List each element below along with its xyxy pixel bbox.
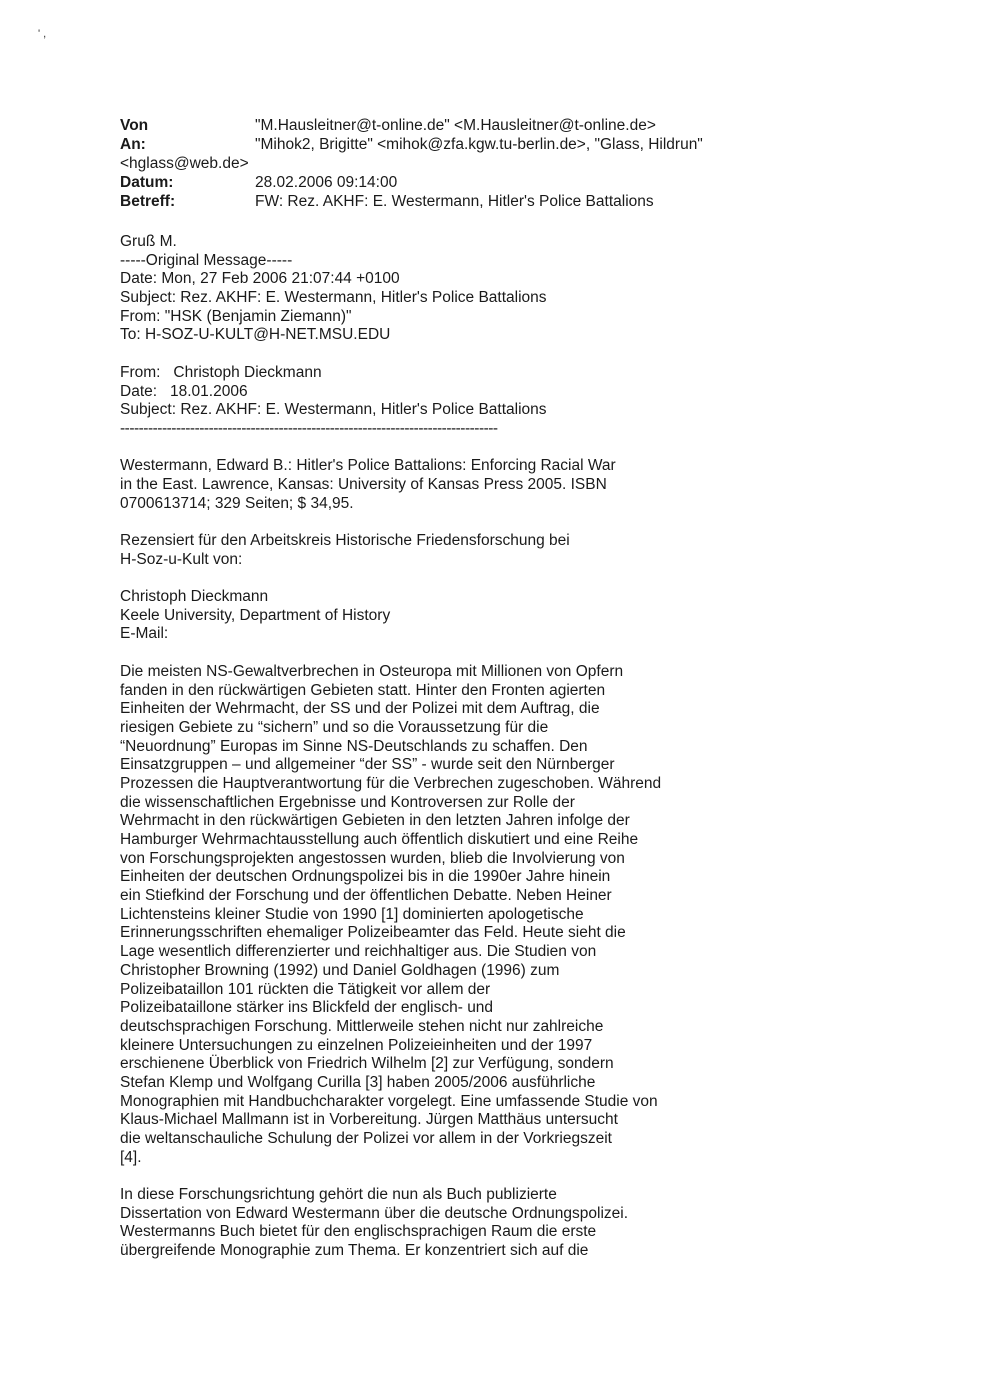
reviewer-email-label: E-Mail: — [120, 625, 169, 643]
paragraph-line: riesigen Gebiete zu “sichern” und so die Voraussetzung für die — [120, 718, 549, 736]
paragraph-line: Einsatzgruppen – und allgemeiner “der SS” - wurde seit den Nürnberger — [120, 756, 615, 774]
book-citation — [120, 457, 730, 513]
original-message-block — [120, 252, 730, 345]
paragraph-line: Lichtensteins kleiner Studie von 1990 [1] dominierten apologetische — [120, 905, 584, 923]
paragraph-line: kleinere Untersuchungen zu einzelnen Polizeieinheiten und der 1997 — [120, 1036, 593, 1054]
reviewed-for — [120, 532, 730, 569]
reviewer-affiliation: Keele University, Department of History — [120, 606, 391, 624]
subject-row — [120, 192, 820, 211]
paragraph-line: Einheiten der deutschen Ordnungspolizei bis in die 1990er Jahre hinein — [120, 868, 611, 886]
review-date-value: 18.01.2006 — [169, 382, 248, 400]
reviewer-block — [120, 588, 730, 644]
review-subject-row — [120, 401, 730, 420]
original-message-line: -----Original Message----- — [120, 251, 293, 269]
from-label: Von — [120, 117, 149, 134]
paragraph-2 — [120, 1186, 730, 1261]
review-subject-value: Rez. AKHF: E. Westermann, Hitler's Police Battalions — [180, 401, 547, 419]
review-date-label: Date: — [120, 382, 158, 400]
citation-line: 0700613714; 329 Seiten; $ 34,95. — [120, 494, 354, 512]
reviewed-for-line: Rezensiert für den Arbeitskreis Historische Friedensforschung bei — [120, 532, 570, 549]
paragraph-line: Polizeibataillon 101 rückten die Tätigkeit vor allem der — [120, 980, 491, 998]
paragraph-line: Westermanns Buch bietet für den englischsprachigen Raum die erste — [120, 1223, 597, 1241]
paragraph-line: Christopher Browning (1992) und Daniel Goldhagen (1996) zum — [120, 961, 560, 979]
to-value: "Mihok2, Brigitte" <mihok@zfa.kgw.tu-berlin.de>, "Glass, Hildrun" — [255, 136, 703, 153]
date-label: Datum: — [120, 174, 174, 191]
email-header — [120, 116, 820, 211]
reviewer-name: Christoph Dieckmann — [120, 588, 269, 606]
paragraph-line: “Neuordnung” Europas im Sinne NS-Deutschlands zu schaffen. Den — [120, 737, 588, 755]
paragraph-line: die weltanschauliche Schulung der Polizei vor allem in der Vorkriegszeit — [120, 1130, 612, 1147]
paragraph-line: Monographien mit Handbuchcharakter vorgelegt. Eine umfassende Studie von — [120, 1092, 658, 1110]
paragraph-line: ein Stiefkind der Forschung und der öffentlichen Debatte. Neben Heiner — [120, 887, 612, 905]
review-from-value: Christoph Dieckmann — [173, 363, 322, 381]
paragraph-line: Dissertation von Edward Westermann über die deutsche Ordnungspolizei. — [120, 1204, 629, 1222]
paragraph-line: In diese Forschungsrichtung gehört die nun als Buch publizierte — [120, 1186, 557, 1204]
original-message-line: From: "HSK (Benjamin Ziemann)" — [120, 307, 352, 325]
paragraph-line: Polizeibataillone stärker ins Blickfeld der englisch- und — [120, 999, 494, 1017]
subject-value: FW: Rez. AKHF: E. Westermann, Hitler's Police Battalions — [255, 193, 654, 210]
paragraph-1 — [120, 663, 730, 1168]
paragraph-line: deutschsprachigen Forschung. Mittlerweile stehen nicht nur zahlreiche — [120, 1017, 604, 1035]
to-continuation: <hglass@web.de> — [120, 155, 249, 172]
paragraph-line: Die meisten NS-Gewaltverbrechen in Osteuropa mit Millionen von Opfern — [120, 662, 624, 680]
paragraph-line: erschienene Überblick von Friedrich Wilhelm [2] zur Verfügung, sondern — [120, 1055, 614, 1073]
original-message-line: To: H-SOZ-U-KULT@H-NET.MSU.EDU — [120, 326, 391, 344]
paragraph-line: Erinnerungsschriften ehemaliger Polizeibeamter das Feld. Heute sieht die — [120, 924, 626, 942]
review-from-row — [120, 364, 730, 383]
paragraph-line: Hamburger Wehrmachtausstellung auch öffentlich diskutiert und eine Reihe — [120, 831, 639, 848]
paragraph-line: von Forschungsprojekten angestossen wurden, blieb die Involvierung von — [120, 849, 625, 867]
paragraph-line: Wehrmacht in den rückwärtigen Gebieten in den letzten Jahren infolge der — [120, 812, 630, 830]
paragraph-line: Einheiten der Wehrmacht, der SS und der Polizei mit dem Auftrag, die — [120, 700, 600, 718]
from-row — [120, 116, 820, 135]
scan-mark: ' , — [38, 28, 47, 40]
subject-label: Betreff: — [120, 193, 176, 210]
paragraph-line: die wissenschaftlichen Ergebnisse und Kontroversen zur Rolle der — [120, 793, 575, 811]
original-message-line: Subject: Rez. AKHF: E. Westermann, Hitler's Police Battalions — [120, 289, 547, 307]
paragraph-line: fanden in den rückwärtigen Gebieten statt. Hinter den Fronten agierten — [120, 681, 606, 699]
greeting: Gruß M. — [120, 233, 177, 250]
paragraph-line: übergreifende Monographie zum Thema. Er konzentriert sich auf die — [120, 1242, 589, 1260]
review-meta-block — [120, 364, 730, 439]
from-value: "M.Hausleitner@t-online.de" <M.Hausleitner@t-online.de> — [255, 117, 656, 134]
to-row — [120, 135, 820, 154]
paragraph-line: Stefan Klemp und Wolfgang Curilla [3] haben 2005/2006 ausführliche — [120, 1073, 596, 1091]
citation-line: in the East. Lawrence, Kansas: University of Kansas Press 2005. ISBN — [120, 475, 607, 493]
review-subject-label: Subject: — [120, 401, 177, 419]
date-value: 28.02.2006 09:14:00 — [255, 174, 398, 191]
review-date-row — [120, 383, 730, 402]
paragraph-line: Klaus-Michael Mallmann ist in Vorbereitung. Jürgen Matthäus untersucht — [120, 1111, 618, 1129]
date-row — [120, 173, 820, 192]
paragraph-line: [4]. — [120, 1148, 142, 1166]
paragraph-line: Lage wesentlich differenzierter und reichhaltiger aus. Die Studien von — [120, 943, 597, 961]
citation-line: Westermann, Edward B.: Hitler's Police Battalions: Enforcing Racial War — [120, 457, 616, 475]
email-body — [120, 233, 730, 1261]
to-label: An: — [120, 136, 146, 153]
dashed-divider: --------------------------------------------------------------------------------- — [120, 419, 498, 437]
reviewed-for-line: H-Soz-u-Kult von: — [120, 550, 243, 568]
paragraph-line: Prozessen die Hauptverantwortung für die Verbrechen zugeschoben. Während — [120, 774, 662, 792]
original-message-line: Date: Mon, 27 Feb 2006 21:07:44 +0100 — [120, 270, 400, 288]
review-from-label: From: — [120, 363, 161, 381]
